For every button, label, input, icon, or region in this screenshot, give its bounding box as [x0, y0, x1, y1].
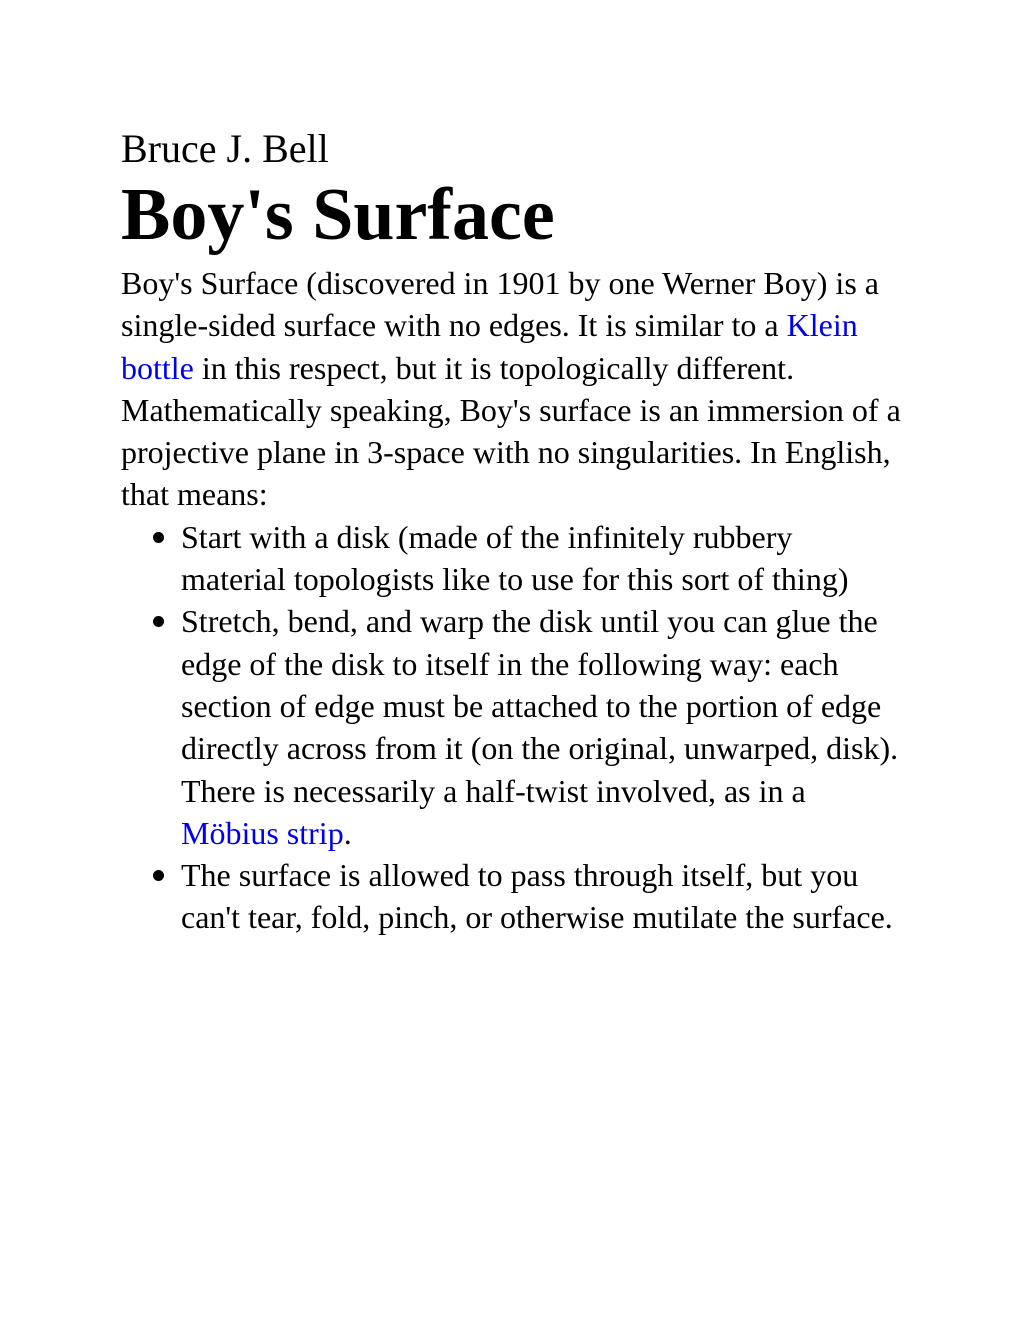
- bullet-icon: [153, 870, 164, 881]
- list-item: [181, 854, 901, 939]
- page-title: Boy's Surface: [121, 174, 555, 256]
- step-text: The surface is allowed to pass through itself, but you can't tear, fold, pinch, or otherwise mutilate the surface.: [181, 857, 893, 936]
- math-paragraph: Mathematically speaking, Boy's surface is an immersion of a projective plane in 3-space with no singularities. In English, that means:: [121, 391, 901, 513]
- step-text-start: Stretch, bend, and warp the disk until you can glue the edge of the disk to itself in the following way: each section of edge must be attached to the portion of edge directly across from it (on the original, unwarped, disk). There is necessarily a half-twist involved, as in a: [181, 603, 899, 809]
- step-text: Start with a disk (made of the infinitely rubbery material topologists like to use for this sort of thing): [181, 518, 849, 598]
- klein-bottle-link[interactable]: Klein bottle: [121, 307, 858, 386]
- list-item: [181, 516, 901, 601]
- document-page: [121, 126, 901, 939]
- intro-text-start: Boy's Surface (discovered in 1901 by one Werner Boy) is a single-sided surface with no edges. It is similar to a: [121, 265, 879, 344]
- list-item: [181, 600, 901, 854]
- steps-list: [121, 516, 901, 939]
- intro-text-end: in this respect, but it is topologically different.: [193, 349, 795, 386]
- bullet-icon: [153, 616, 164, 627]
- mobius-strip-link[interactable]: Möbius strip: [181, 814, 344, 851]
- intro-paragraph: [121, 262, 901, 389]
- step-text-end: .: [343, 814, 352, 851]
- author-name: Bruce J. Bell: [121, 126, 329, 171]
- bullet-icon: [153, 532, 164, 543]
